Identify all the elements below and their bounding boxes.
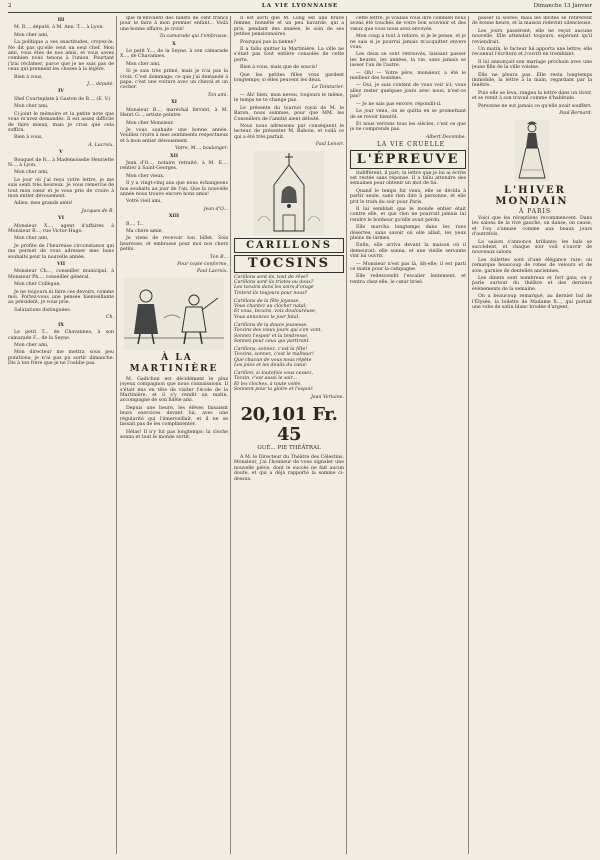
letter-heading: Monsieur Ch..., conseiller municipal, à Monsieur Ph..., conseiller général.	[8, 269, 114, 280]
signature: Ch.	[105, 315, 114, 321]
paragraph: M. Gadichon est décidément le plus joyeux compagnon que nous connaissions. Il s'était mis en tête de visiter l'école de la Martinière, et il s'y rendit un matin, accompagné de son fidèle ami.	[120, 376, 228, 404]
paragraph: Le jour venu, on se quitta en se promettant de se revoir bientôt.	[350, 109, 466, 120]
poem	[234, 275, 344, 393]
poem-stanza: Carillons de la douce jeunesse, Tocsins des vieux jours qui s'en vont, Sonnez l'espoir et la tendresse, Sonnez pour ceux qui partiront.	[234, 322, 323, 344]
salutation: Mon cher ami,	[126, 61, 161, 67]
paragraph: Si je sais très primé, mais je n'ai pas la croix. C'est dommage, ce que j'ai demandé à papa, c'est une voiture avec un cheval et un cocher.	[120, 69, 228, 91]
paragraph: Enfin, elle arriva devant la maison où il demeurait; elle sonna, et une vieille servante vint lui ouvrir.	[350, 243, 466, 260]
paragraph: À M. le Directeur du Théâtre des Célestins. Monsieur, j'ai l'honneur de vous signaler une nouvelle pièce, dont le succès ne fait aucun doute, et qui a déjà rapporté la somme ci-dessus.	[234, 454, 344, 482]
section-number: III	[57, 18, 65, 23]
letter-heading: M. R..., député, à M. Ann. T..., à Lyon.	[14, 25, 104, 31]
signature: J..., député.	[87, 82, 114, 88]
price-headline: 20,101 Fr. 45	[240, 403, 338, 445]
section-title: L'ÉPREUVE	[350, 150, 466, 169]
signature: Paul Lacroix.	[197, 269, 228, 275]
signature: Ta camarade qui t'embrasse.	[159, 34, 228, 40]
signature: Paul Lenoir.	[315, 142, 344, 148]
signature: Ton ami.	[207, 92, 228, 98]
salutation: Mon cher Collègue,	[14, 282, 61, 288]
section-title: À LA MARTINIÈRE	[129, 352, 219, 374]
column-rule	[116, 16, 117, 854]
closing: Votre vieil ami,	[126, 199, 162, 205]
paragraph: Il a fallu quitter la Martinière. La ville ne s'était pas tout entière consolée de cette perte.	[234, 47, 344, 63]
paragraph: Le jour où j'ai reçu votre lettre, je me suis senti très heureux. Je vous remercie de tout mon cœur et je vous prie de croire à mon entier dévouement.	[8, 177, 114, 199]
paragraph: Je profite de l'heureuse circonstance qui me permet de vous adresser mes bons souhaits pour la nouvelle année.	[8, 243, 114, 260]
paragraph: Ci-joint le mémoire et la petite note que vous m'avez demandés. Il est assez difficile de faire mieux, mais je crois que cela suffira.	[8, 111, 114, 133]
paragraph: — Monsieur n'est pas là, dit-elle; il est parti ce matin pour la campagne.	[350, 261, 466, 273]
paragraph: — Oh! — Votre père, monsieur, a été le meilleur des hommes.	[350, 70, 466, 82]
signature: Paul Bernard.	[559, 111, 592, 117]
column-5	[472, 16, 592, 854]
paragraph: Les deux se sont retrouvés, laissant passer les heures, les années, la vie, sans jamais se lasser l'un de l'autre.	[350, 52, 466, 69]
section-number: XII	[169, 153, 179, 159]
paragraph: Indifférent, il part; la lettre que je lui ai écrite est restée sans réponse. Il a fallu attendre des semaines pour obtenir un mot de lui.	[350, 170, 466, 187]
salutation: Mon cher ami,	[14, 342, 49, 348]
carillons-title: CARILLONS	[234, 238, 344, 253]
paragraph: Les jours passèrent; elle ne reçut aucune nouvelle. Elle attendait toujours, espérant qu'il reviendrait.	[472, 28, 592, 45]
bell-tower-illustration	[254, 151, 324, 235]
paragraph: cette lettre, je voulais vous dire combien nous avons été touchés de votre bon souvenir et des vœux que vous nous avez envoyés.	[350, 16, 466, 32]
paragraph: Que les petites filles vous gardent longtemps; si elles peuvent les deux.	[234, 72, 344, 84]
signature: A. Lacroix.	[88, 142, 114, 148]
letter-heading: Monsieur B..., maréchal ferrant, à M. Henri G..., artiste peintre.	[120, 107, 228, 119]
page-number: 2	[8, 3, 12, 9]
paragraph: Elle marcha longtemps dans les rues désertes, sans savoir où elle allait, les yeux pleins de larmes.	[350, 225, 466, 241]
signature: Jacques de B.	[81, 208, 114, 214]
paragraph: Je viens de recevoir ton billet. Sois heureuse, et embrasse pour moi nos chers petits.	[120, 236, 228, 253]
paragraph: — Oui, je suis content de vous voir ici; vous allez rester quelques jours avec nous, n'est-ce pas?	[350, 83, 466, 100]
paragraph: Les diners sont nombreux et fort gais; on y parle surtout du théâtre et des derniers événements de la semaine.	[472, 275, 592, 292]
paragraph: Elle redescendit l'escalier lentement, et rentra chez elle, le cœur brisé.	[350, 274, 466, 285]
paragraph: — Ah! bien, mon neveu, toujours le même, le temps ne te change pas.	[234, 92, 344, 104]
closing: Bien à vous,	[14, 74, 43, 80]
issue-date: Dimanche 13 Janvier	[533, 3, 592, 9]
paragraph: Il lui semblait que le monde entier était contre elle, et que rien ne pourrait jamais lui rendre le bonheur qu'elle avait perdu.	[350, 206, 466, 223]
paragraph: Il y a vingt-cinq ans que nous échangeons nos souhaits au jour de l'an. Que la nouvelle année nous trouve encore bons amis!	[120, 181, 228, 197]
salutation: Mon cher ami,	[14, 236, 49, 242]
closing: Salutations distinguées.	[14, 307, 72, 313]
paragraph: Puis elle se leva, rangea la lettre dans un tiroir, et se remit à son travail comme d'habitude.	[472, 90, 592, 102]
column-rule	[346, 16, 347, 854]
letter-heading: Monsieur X..., agent d'affaires à Monsieur B..., rue Victor-Hugo.	[8, 223, 114, 234]
poem-stanza: Carillon, si toutefois vous cessez, Tocsin, c'est aussi le soir... Et les cloches, à toute volée, Sonnent pour la gloire et l'espoir.	[234, 371, 314, 393]
lady-figure-illustration	[515, 120, 549, 182]
section-number: V	[59, 150, 63, 156]
section-number: X	[172, 41, 176, 47]
closing: Adieu, mes grands amis!	[14, 201, 73, 207]
paragraph: — Je ne sais pas encore, répondit-il.	[356, 101, 442, 107]
paragraph: Mon coup a tout à refaire, si je le pense, et je ne sais si je pourrai jamais m'acquitter envers vous.	[350, 34, 466, 51]
section-kicker: LA VIE CRUELLE	[376, 141, 446, 149]
paragraph: La saison s'annonce brillante; les bals se succèdent, et chaque soir voit s'ouvrir de nouveaux salons.	[472, 239, 592, 256]
salutation: Ma chère amie,	[126, 229, 164, 234]
paragraph: Et nous verrons tous les siècles, c'est ce que je ne comprends pas.	[350, 121, 466, 133]
signature: Jean Verlaine.	[310, 395, 344, 401]
paragraph: Le présente du tournoi royal de M. le Baron, nous sommes, pour que MM. les Conseillers de l'amitié aient débuté.	[234, 105, 344, 122]
paragraph: Mon directeur me mettra sous peu punitions; je n'ai pas pu sortir dimanche. Dis à ton frère que je ne l'oublie pas.	[8, 350, 114, 367]
section-number: XI	[171, 100, 177, 106]
paragraph: Il est sorti que M. Long est une brave femme, honnête et un peu bavarde, qui a pris, pendant des années, le soin de ses petites pensionnaires.	[234, 16, 344, 38]
section-number: IX	[58, 322, 64, 328]
signature: Albert Decombe.	[426, 134, 466, 140]
paragraph: Pourquoi pas la tienne?	[240, 39, 296, 45]
closing: Pour copie conforme,	[177, 262, 228, 268]
column-rule	[468, 16, 469, 854]
paragraph: On a beaucoup remarqué, au dernier bal de l'Élysée, la toilette de Madame X..., qui portait une robe de satin blanc brodée d'argent.	[472, 294, 592, 310]
column-1	[8, 16, 114, 854]
letter-heading: Le petit Y..., de la Seyne, à son camarade X..., de Chavannes.	[120, 49, 228, 60]
salutation: Mon cher ami,	[14, 32, 49, 38]
paragraph: Il lui annonçait son mariage prochain avec une jeune fille de la ville voisine.	[472, 59, 592, 71]
letter-heading: Jean d'O..., notaire retraité, à M. E..., rentier à Saint-Georges.	[120, 160, 228, 172]
paragraph: Elle ne pleura pas. Elle resta longtemps immobile, la lettre à la main, regardant par la fenêtre.	[472, 72, 592, 89]
salutation: Mon cher ami,	[14, 104, 49, 110]
column-4	[350, 16, 466, 854]
paragraph: Nous nous adressons par conséquent le lecteur, de présenter M. Baboin, et voilà ce qui a été très parfait.	[234, 123, 344, 140]
signature: Votre, M..., boulanger.	[174, 146, 228, 152]
paragraph: Je ne toujours ni faire ces devoirs, comme moi. Portez-vous une pensée bienveillante au président, je vous prie.	[8, 289, 114, 306]
section-title: L'HIVER MONDAIN	[495, 184, 569, 207]
price-subtitle: GUÉ... PIE THÉÂTRAL	[257, 444, 321, 451]
paragraph: Depuis une heure, les élèves faisaient leurs exercices devant lui, avec une régularité qui l'émerveillait, et il ne se lassait pas de les complimenter.	[120, 405, 228, 428]
closing: Bien à vous,	[14, 135, 43, 141]
tocsins-title: TOCSINS	[234, 255, 344, 273]
poem-stanza: Carillons sont-ils, tout de rêve? Carillons sont-ils tristes ou doux? Les tocsins dans les soirs d'orage Tintent-ils toujours pour nous?	[234, 274, 314, 296]
salutation: Mon cher ami,	[14, 170, 49, 176]
paragraph: Je vous souhaite une bonne année. Veuillez croire à mes sentiments respectueux et à mon entier dévouement.	[120, 127, 228, 144]
paragraph: Bien à vous, mais que de soucis!	[240, 65, 318, 71]
poem-stanza: Carillons, sonnez, c'est la fête! Tocsins, sonnez, c'est le malheur! Que chacun de vous nous répète Les joies et les deuils du cœur.	[234, 346, 314, 369]
letter-heading: Le petit T... de Chavannes, à son camarade F... de la Seyne.	[8, 330, 114, 341]
letter-heading: Bouquet de R... à Mademoiselle Henriette N..., à Lyon.	[8, 157, 114, 168]
signature: Le Teinturier.	[311, 85, 344, 91]
paragraph: Un matin, le facteur lui apporta une lettre; elle reconnut l'écriture et l'ouvrit en tremblant.	[472, 47, 592, 58]
martiniere-illustration	[124, 278, 224, 350]
poem-stanza: Carillons de la fête joyeuse, Vous chantez au clocher natal; Et vous, tocsins, voix douloureuse, Vous annoncez le jour fatal.	[234, 298, 317, 320]
section-number: IV	[58, 89, 64, 95]
letter-heading: B..., T...	[126, 221, 144, 227]
paragraph: Hélas! Il n'y fut pas longtemps: la cloche sonna et tout le monde sortit.	[120, 429, 228, 440]
salutation: Mon cher vieux,	[126, 173, 165, 179]
section-number: VI	[58, 216, 64, 222]
paragraph: que m'envoient des billets de cent francs pour le faire à mon premier enfant... Voilà une bonne affaire, je crois!	[120, 16, 228, 32]
column-3	[234, 16, 344, 854]
section-number: XIII	[168, 214, 180, 220]
salutation: Mon cher Monsieur,	[126, 120, 174, 126]
column-2	[120, 16, 228, 854]
paragraph: La politique a ses exactitudes, croyez-le. Ne dit pas qu'elle veut un seul chef. Mon ami, vous êtes de nos amis, et vous savez combien nous tenons à l'union. Pourtant j'irai réclamer, parce que je ne suis pas de ceux qui prennent les choses à la légère.	[8, 40, 114, 73]
masthead	[8, 2, 592, 13]
signature: Ton B...	[209, 254, 228, 260]
section-subtitle: À PARIS	[518, 207, 552, 215]
section-number: VII	[56, 262, 66, 268]
signature: Jean d'O...	[203, 206, 228, 212]
column-rule	[230, 16, 231, 854]
paragraph: Voici que les réceptions recommencent. Dans les salons de la rive gauche, on danse, on cause, et l'on s'amuse comme aux beaux jours d'autrefois.	[472, 215, 592, 238]
newspaper-title: LA VIE LYONNAISE	[261, 3, 339, 9]
letter-heading: Shel Courteplate à Gaston de B..., (E. V.)	[14, 96, 111, 102]
paragraph: Quand le temps fut venu, elle se décida à partir seule, sans rien dire à personne, et elle prit le train du soir pour Paris.	[350, 188, 466, 205]
paragraph: Les toilettes sont d'une élégance rare; on remarque beaucoup de robes de velours et de soie, garnies de dentelles anciennes.	[472, 257, 592, 274]
paragraph: Personne ne sut jamais ce qu'elle avait souffert.	[478, 103, 592, 109]
paragraph: passer la soirée; mais les invités se retirèrent de bonne heure, et la maison redevint silencieuse.	[472, 16, 592, 27]
